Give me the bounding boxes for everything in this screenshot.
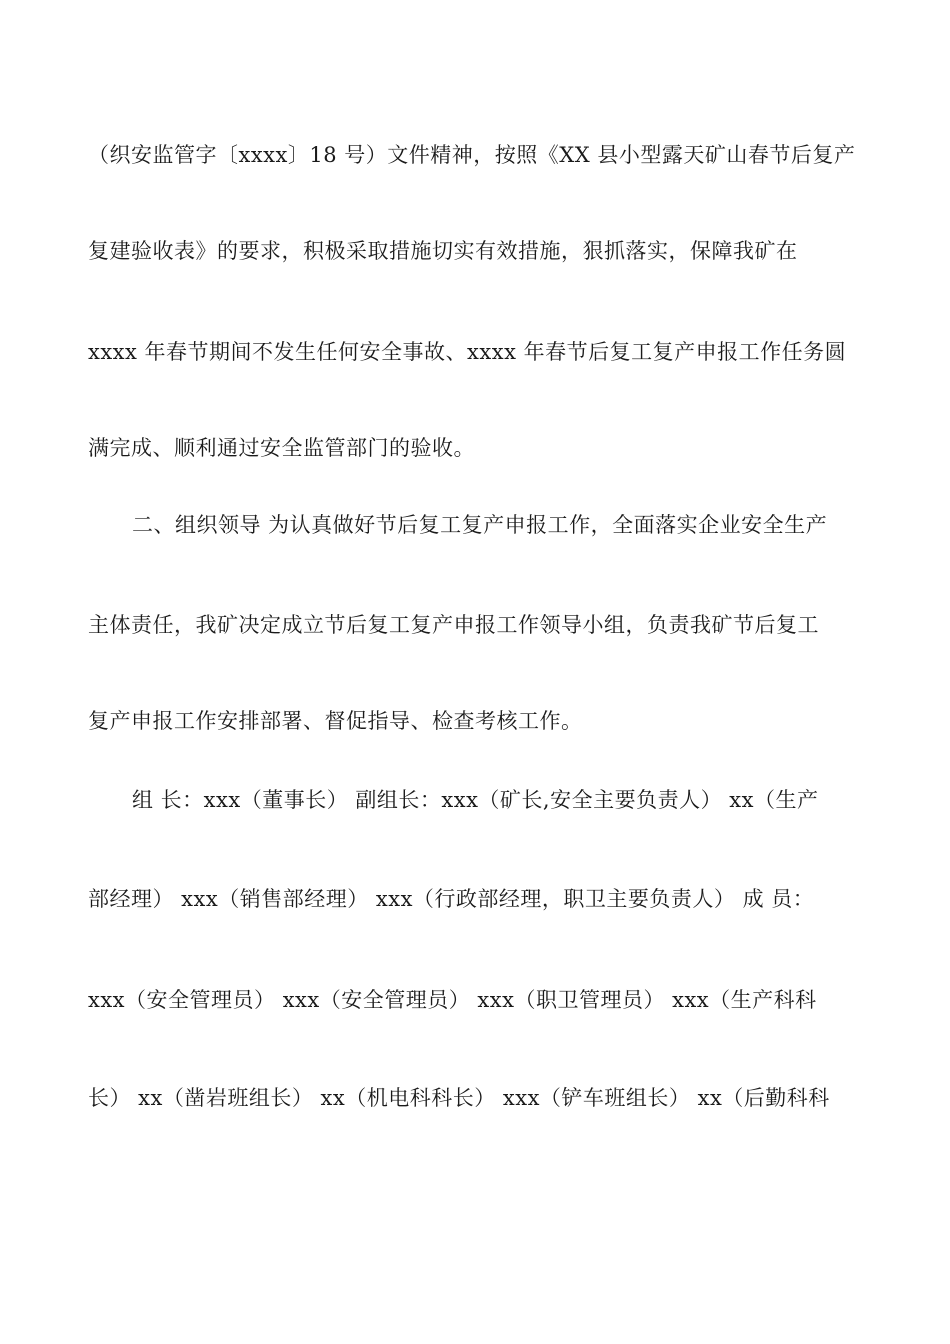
text-line: xxxx 年春节期间不发生任何安全事故、xxxx 年春节后复工复产申报工作任务圆 xyxy=(88,340,847,364)
text-line: （织安监管字〔xxxx〕18 号）文件精神，按照《XX 县小型露天矿山春节后复产 xyxy=(88,143,856,167)
text-line: 满完成、顺利通过安全监管部门的验收。 xyxy=(88,436,475,460)
text-line: 复建验收表》的要求，积极采取措施切实有效措施，狠抓落实，保障我矿在 xyxy=(88,239,798,263)
roster-line: 组 长：xxx（董事长） 副组长：xxx（矿长,安全主要负责人） xx（生产 xyxy=(132,788,819,812)
section-heading-line: 二、组织领导 为认真做好节后复工复产申报工作，全面落实企业安全生产 xyxy=(132,513,828,537)
text-line: 复产申报工作安排部署、督促指导、检查考核工作。 xyxy=(88,709,583,733)
roster-line: 部经理） xxx（销售部经理） xxx（行政部经理，职卫主要负责人） 成 员： xyxy=(88,887,815,911)
roster-line: 长） xx（凿岩班组长） xx（机电科科长） xxx（铲车班组长） xx（后勤科科 xyxy=(88,1086,830,1110)
text-line: 主体责任，我矿决定成立节后复工复产申报工作领导小组，负责我矿节后复工 xyxy=(88,613,819,637)
roster-line: xxx（安全管理员） xxx（安全管理员） xxx（职卫管理员） xxx（生产科科 xyxy=(88,988,817,1012)
